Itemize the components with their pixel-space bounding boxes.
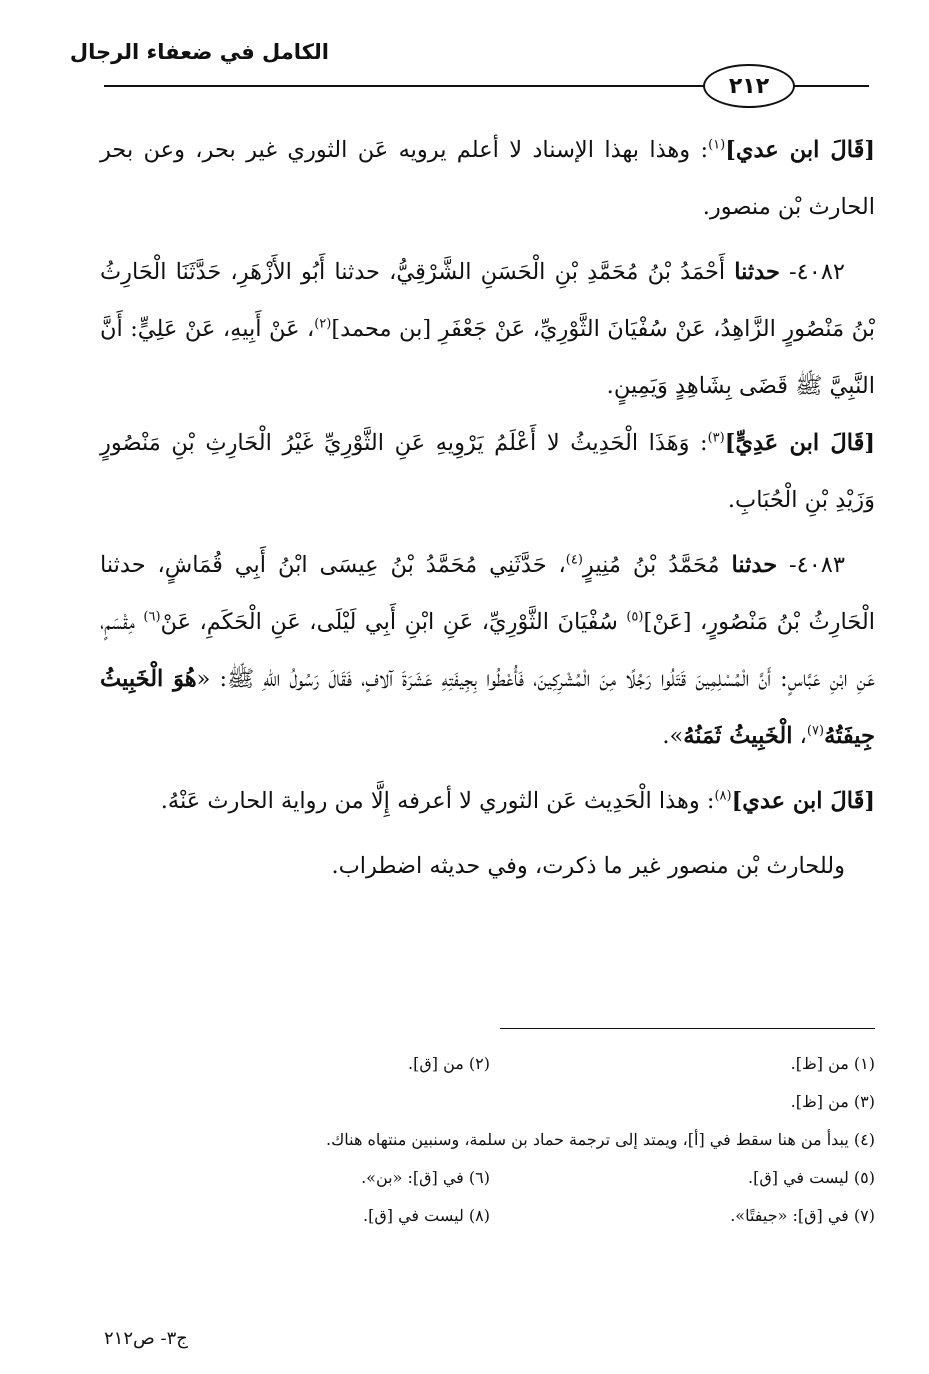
footnote-ref: (٤) (565, 552, 583, 568)
footnote-4: (٤) يبدأ من هنا سقط في [أ]، ويمتد إلى ترجمة حماد بن سلمة، وسنبين منتهاه هناك. (325, 1130, 875, 1149)
hadith-4082 (100, 244, 875, 415)
hadith-number: ٤٠٨٢- (779, 259, 845, 285)
main-text (100, 122, 875, 895)
prophetic-saying: هُوَ الْخَبِيثُ جِيفَتُهُ (100, 666, 875, 749)
hadith-text: سُفْيَانَ الثَّوْرِيِّ، عَنِ ابْنِ أَبِي لَيْلَى، عَنِ الْحَكَمِ، عَنْ (160, 609, 627, 635)
speaker-label: [قَالَ ابن عدي] (731, 788, 875, 814)
volume-page-mark: ج٣- ص٢١٢ (104, 1328, 188, 1349)
footnote-ref: (٣) (707, 430, 725, 446)
footnote-ref: (١) (708, 137, 726, 153)
paragraph-closing-note (100, 838, 875, 895)
footnote-row (100, 1197, 875, 1235)
paragraph-ibn-adi-comment-1 (100, 122, 875, 236)
hadith-text: أَحْمَدُ بْنُ مُحَمَّدِ بْنِ الْحَسَنِ الشَّرْقِيُّ، حدثنا أَبُو الأَزْهَرِ، حَدَّثَنَا الْحَارِثُ بْنُ مَنْصُورٍ الزَّاهِدُ، عَنْ سُفْيَانَ الثَّوْرِيِّ، عَنْ جَعْفَرِ [بن محمد] (100, 259, 875, 342)
footnote-1: (١) من [ظ]. (790, 1054, 875, 1073)
hadith-4083 (100, 537, 875, 765)
speaker-label: [قَالَ ابن عدي] (725, 137, 875, 163)
paragraph-ibn-adi-comment-3 (100, 773, 875, 830)
running-title: الكامل في ضعفاء الرجال (69, 40, 329, 64)
footnote-ref: (٢) (314, 316, 332, 332)
hadith-text: مِقْسَمٍ، عَنِ ابْنِ عَبَّاسٍ: أَنَّ الْمُسْلِمِينَ قَتَلُوا رَجُلًا مِنَ الْمُشْرِكِينَ، فَأُعْطُوا بِجِيفَتِهِ عَشَرَةَ آلافٍ، فَقَالَ رَسُولُ اللهِ ﷺ: « (100, 609, 875, 692)
footnote-ref: (٧) (806, 723, 825, 739)
footnote-ref: (٦) (143, 609, 161, 625)
hadith-text: ، عَنْ أَبِيهِ، عَنْ عَلِيٍّ: أَنَّ النَّبِيَّ ﷺ قَضَى بِشَاهِدٍ وَيَمِينٍ. (100, 316, 875, 399)
hadith-text: ». (662, 723, 684, 749)
page-number: ٢١٢ (728, 73, 770, 99)
page-number-badge (703, 64, 795, 108)
hadith-lead: حدثنا (734, 259, 780, 285)
speaker-label: [قَالَ ابن عَدِيٍّ] (724, 430, 875, 456)
footnote-6: (٦) في [ق]: «بن». (361, 1168, 490, 1187)
hadith-text: ، حَدَّثَنِي مُحَمَّدُ بْنُ عِيسَى ابْنُ أَبِي قُمَاشٍ، حدثنا الْحَارِثُ بْنُ مَنْصُورٍ، [عَنْ] (100, 552, 875, 635)
footnote-8: (٨) ليست في [ق]. (363, 1206, 490, 1225)
footnote-2: (٢) من [ق]. (408, 1054, 490, 1073)
paragraph-text: : وهذا بهذا الإسناد لا أعلم يرويه عَن الثوري غير بحر، وعن بحر الحارث بْن منصور. (100, 137, 875, 220)
hadith-number: ٤٠٨٣- (777, 552, 845, 578)
footnotes (100, 1045, 875, 1235)
footnote-row (100, 1083, 875, 1121)
hadith-text: مُحَمَّدُ بْنُ مُنِيرٍ (582, 552, 732, 578)
hadith-lead: حدثنا (731, 552, 778, 578)
paragraph-ibn-adi-comment-2 (100, 415, 875, 529)
footnote-5: (٥) ليست في [ق]. (748, 1168, 875, 1187)
footnote-3: (٣) من [ظ]. (790, 1092, 875, 1111)
footnote-ref: (٨) (714, 788, 732, 804)
paragraph-text: : وَهَذَا الْحَدِيثُ لا أَعْلَمُ يَرْوِيهِ عَنِ الثَّوْرِيِّ غَيْرُ الْحَارِثِ بْنِ مَنْصُورٍ وَزَيْدِ بْنِ الْحُبَابِ. (100, 430, 875, 513)
footnote-row (100, 1159, 875, 1197)
paragraph-text: : وهذا الْحَدِيث عَن الثوري لا أعرفه إِلَّا من رواية الحارث عَنْهُ. (160, 788, 715, 814)
prophetic-saying: الْخَبِيثُ ثَمَنُهُ (683, 723, 793, 749)
footnote-row (100, 1045, 875, 1083)
paragraph-text: وللحارث بْن منصور غير ما ذكرت، وفي حديثه اضطراب. (331, 853, 845, 879)
footnote-ref: (٥) (626, 609, 644, 625)
footnote-7: (٧) في [ق]: «جيفتًا». (730, 1206, 875, 1225)
footnote-separator (500, 1028, 875, 1029)
footnote-row (100, 1121, 875, 1159)
hadith-text: ، (792, 723, 807, 749)
